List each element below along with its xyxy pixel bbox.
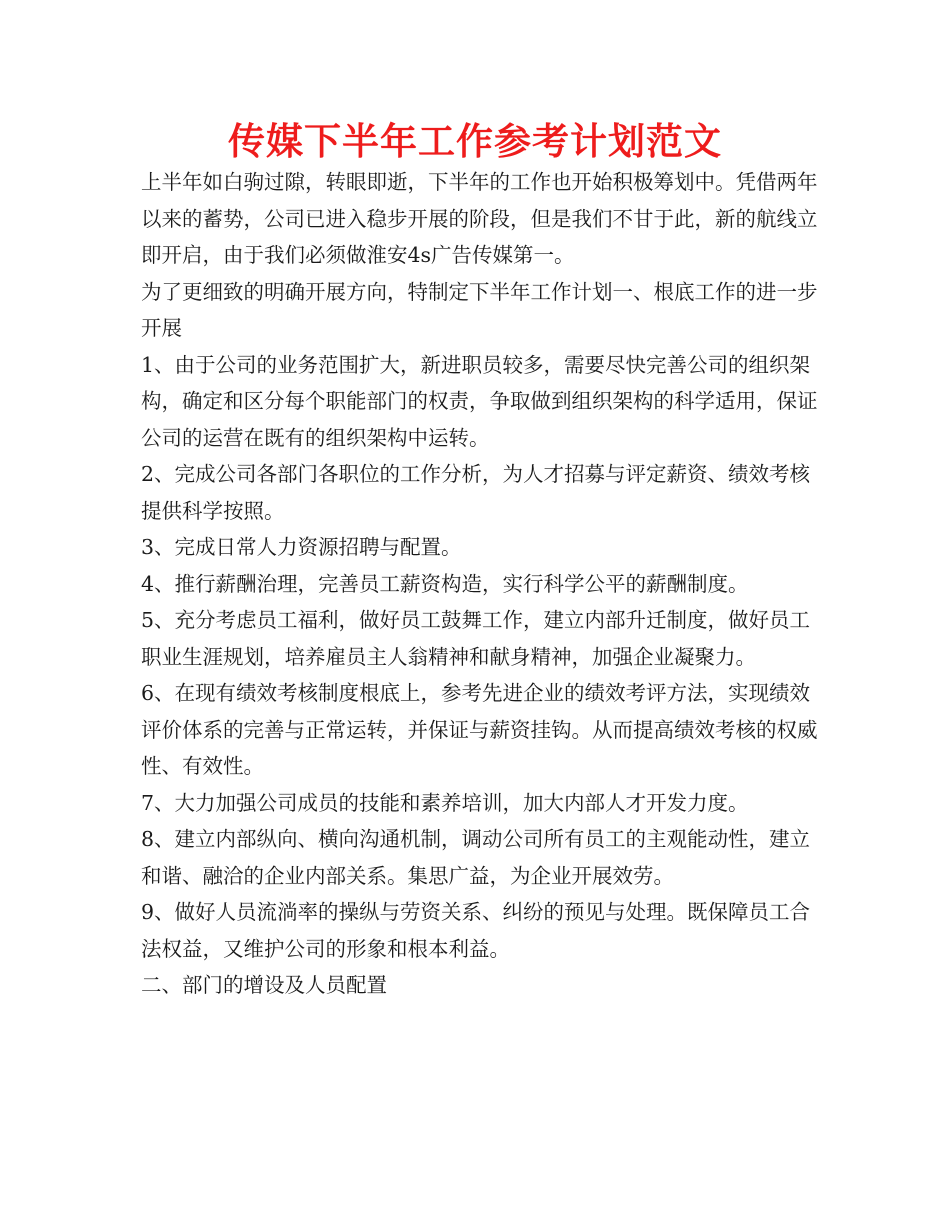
document-body: [141, 164, 821, 1004]
paragraph-item-4: 4、推行薪酬治理，完善员工薪资构造，实行科学公平的薪酬制度。: [141, 571, 749, 596]
paragraph-item-7: 7、大力加强公司成员的技能和素养培训，加大内部人才开发力度。: [141, 790, 749, 815]
paragraph-item-5: 5、充分考虑员工福利，做好员工鼓舞工作，建立内部升迁制度，做好员工职业生涯规划，培养雇员主人翁精神和献身精神，加强企业凝聚力。: [141, 608, 811, 669]
paragraph-item-1: 1、由于公司的业务范围扩大，新进职员较多，需要尽快完善公司的组织架构，确定和区分每个职能部门的权责，争取做到组织架构的科学适用，保证公司的运营在既有的组织架构中运转。: [141, 352, 818, 450]
section-heading-2: 二、部门的增设及人员配置: [141, 973, 387, 997]
document-title: 传媒下半年工作参考计划范文: [228, 120, 722, 163]
paragraph-item-6: 6、在现有绩效考核制度根底上，参考先进企业的绩效考评方法，实现绩效评价体系的完善与正常运转，并保证与薪资挂钩。从而提高绩效考核的权威性、有效性。: [141, 681, 818, 778]
paragraph-item-8: 8、建立内部纵向、横向沟通机制，调动公司所有员工的主观能动性，建立和谐、融洽的企业内部关系。集思广益，为企业开展效劳。: [141, 827, 811, 888]
paragraph-item-9: 9、做好人员流淌率的操纵与劳资关系、纠纷的预见与处理。既保障员工合法权益，又维护公司的形象和根本利益。: [141, 900, 811, 961]
paragraph-intro: 上半年如白驹过隙，转眼即逝，下半年的工作也开始积极筹划中。凭借两年以来的蓄势，公司已进入稳步开展的阶段，但是我们不甘于此，新的航线立即开启，由于我们必须做淮安4s广告传媒第一。: [141, 170, 818, 267]
paragraph-item-3: 3、完成日常人力资源招聘与配置。: [141, 535, 462, 559]
paragraph-item-2: 2、完成公司各部门各职位的工作分析，为人才招募与评定薪资、绩效考核提供科学按照。: [141, 462, 811, 523]
paragraph-purpose: 为了更细致的明确开展方向，特制定下半年工作计划一、根底工作的进一步开展: [141, 279, 818, 340]
